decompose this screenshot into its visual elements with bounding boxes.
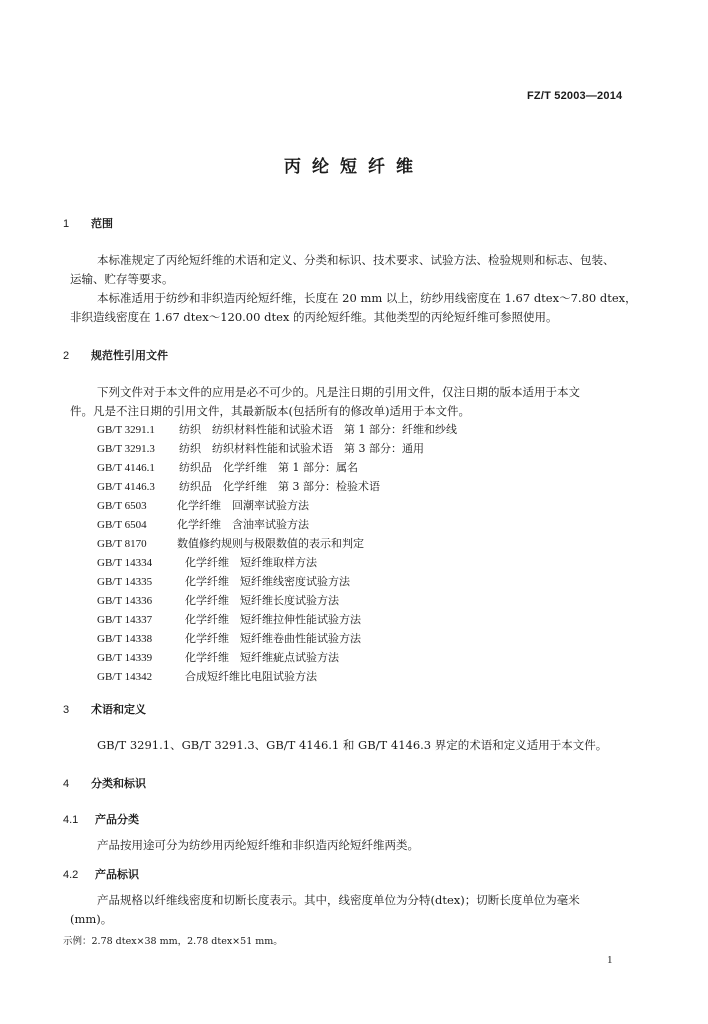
reference-code: GB/T 14335 [97, 576, 153, 588]
reference-item [97, 459, 358, 475]
section-title: 产品标识 [95, 868, 139, 881]
reference-code: GB/T 14338 [97, 633, 153, 645]
reference-code: GB/T 4146.3 [97, 481, 155, 493]
subsection-4-1-heading [63, 811, 139, 827]
section-number: 2 [63, 350, 70, 362]
paragraph-line: GB/T 3291.1、GB/T 3291.3、GB/T 4146.1 和 GB/T 4146.3 界定的术语和定义适用于本文件。 [97, 738, 608, 752]
reference-item [97, 478, 380, 494]
section-title: 规范性引用文件 [91, 349, 168, 362]
reference-title: 纺织品 化学纤维 第 3 部分：检验术语 [179, 480, 380, 493]
paragraph-line: 件。凡是不注日期的引用文件，其最新版本(包括所有的修改单)适用于本文件。 [70, 404, 470, 418]
reference-item [97, 611, 361, 627]
section-number: 4.1 [63, 814, 79, 826]
reference-title: 化学纤维 短纤维拉伸性能试验方法 [185, 613, 361, 626]
reference-title: 纺织 纺织材料性能和试验术语 第 1 部分：纤维和纱线 [179, 423, 457, 436]
paragraph-line: 本标准适用于纺纱和非织造丙纶短纤维，长度在 20 mm 以上，纺纱用线密度在 1.67 dtex～7.80 dtex， [97, 291, 637, 305]
paragraph-line: 本标准规定了丙纶短纤维的术语和定义、分类和标识、技术要求、试验方法、检验规则和标志、包装、 [97, 253, 615, 267]
reference-title: 化学纤维 含油率试验方法 [177, 518, 309, 531]
reference-title: 合成短纤维比电阻试验方法 [185, 670, 317, 683]
section-4-heading [63, 775, 146, 791]
reference-title: 化学纤维 短纤维取样方法 [185, 556, 317, 569]
reference-code: GB/T 14337 [97, 614, 153, 626]
reference-item [97, 630, 361, 646]
paragraph-line: 产品按用途可分为纺纱用丙纶短纤维和非织造丙纶短纤维两类。 [97, 838, 419, 852]
reference-code: GB/T 14339 [97, 652, 153, 664]
reference-title: 化学纤维 短纤维疵点试验方法 [185, 651, 339, 664]
reference-item [97, 421, 457, 437]
reference-code: GB/T 14342 [97, 671, 153, 683]
reference-item [97, 497, 309, 513]
paragraph-line: 运输、贮存等要求。 [70, 272, 174, 286]
section-1-heading [63, 215, 113, 231]
section-title: 术语和定义 [91, 703, 146, 716]
paragraph-line: 下列文件对于本文件的应用是必不可少的。凡是注日期的引用文件，仅注日期的版本适用于本文 [97, 385, 580, 399]
section-title: 产品分类 [95, 813, 139, 826]
section-number: 4.2 [63, 869, 79, 881]
reference-item [97, 535, 364, 551]
reference-item [97, 573, 350, 589]
reference-code: GB/T 14336 [97, 595, 153, 607]
reference-item [97, 440, 424, 456]
section-title: 范围 [91, 217, 113, 230]
reference-title: 化学纤维 回潮率试验方法 [177, 499, 309, 512]
reference-code: GB/T 14334 [97, 557, 153, 569]
reference-title: 纺织品 化学纤维 第 1 部分：属名 [179, 461, 358, 474]
paragraph-line: (mm)。 [70, 912, 113, 926]
reference-item [97, 592, 339, 608]
reference-title: 纺织 纺织材料性能和试验术语 第 3 部分：通用 [179, 442, 424, 455]
reference-title: 数值修约规则与极限数值的表示和判定 [177, 537, 364, 550]
reference-code: GB/T 3291.3 [97, 443, 155, 455]
reference-code: GB/T 8170 [97, 538, 147, 550]
standard-number: FZ/T 52003—2014 [527, 90, 623, 102]
reference-item [97, 649, 339, 665]
section-number: 1 [63, 218, 70, 230]
reference-code: GB/T 4146.1 [97, 462, 155, 474]
reference-title: 化学纤维 短纤维卷曲性能试验方法 [185, 632, 361, 645]
reference-code: GB/T 6504 [97, 519, 147, 531]
reference-item [97, 554, 317, 570]
reference-code: GB/T 3291.1 [97, 424, 155, 436]
paragraph-line: 非织造线密度在 1.67 dtex～120.00 dtex 的丙纶短纤维。其他类型的丙纶短纤维可参照使用。 [70, 310, 558, 324]
section-number: 3 [63, 704, 70, 716]
page-number: 1 [607, 954, 613, 966]
subsection-4-2-heading [63, 866, 139, 882]
reference-title: 化学纤维 短纤维线密度试验方法 [185, 575, 350, 588]
reference-title: 化学纤维 短纤维长度试验方法 [185, 594, 339, 607]
section-2-heading [63, 347, 168, 363]
document-title: 丙纶短纤维 [284, 157, 424, 177]
section-number: 4 [63, 778, 70, 790]
section-title: 分类和标识 [91, 777, 146, 790]
reference-code: GB/T 6503 [97, 500, 147, 512]
reference-item [97, 516, 309, 532]
example-note: 示例：2.78 dtex×38 mm，2.78 dtex×51 mm。 [63, 936, 283, 947]
paragraph-line: 产品规格以纤维线密度和切断长度表示。其中，线密度单位为分特(dtex)；切断长度单位为毫米 [97, 893, 580, 907]
section-3-heading [63, 701, 146, 717]
reference-item [97, 668, 317, 684]
